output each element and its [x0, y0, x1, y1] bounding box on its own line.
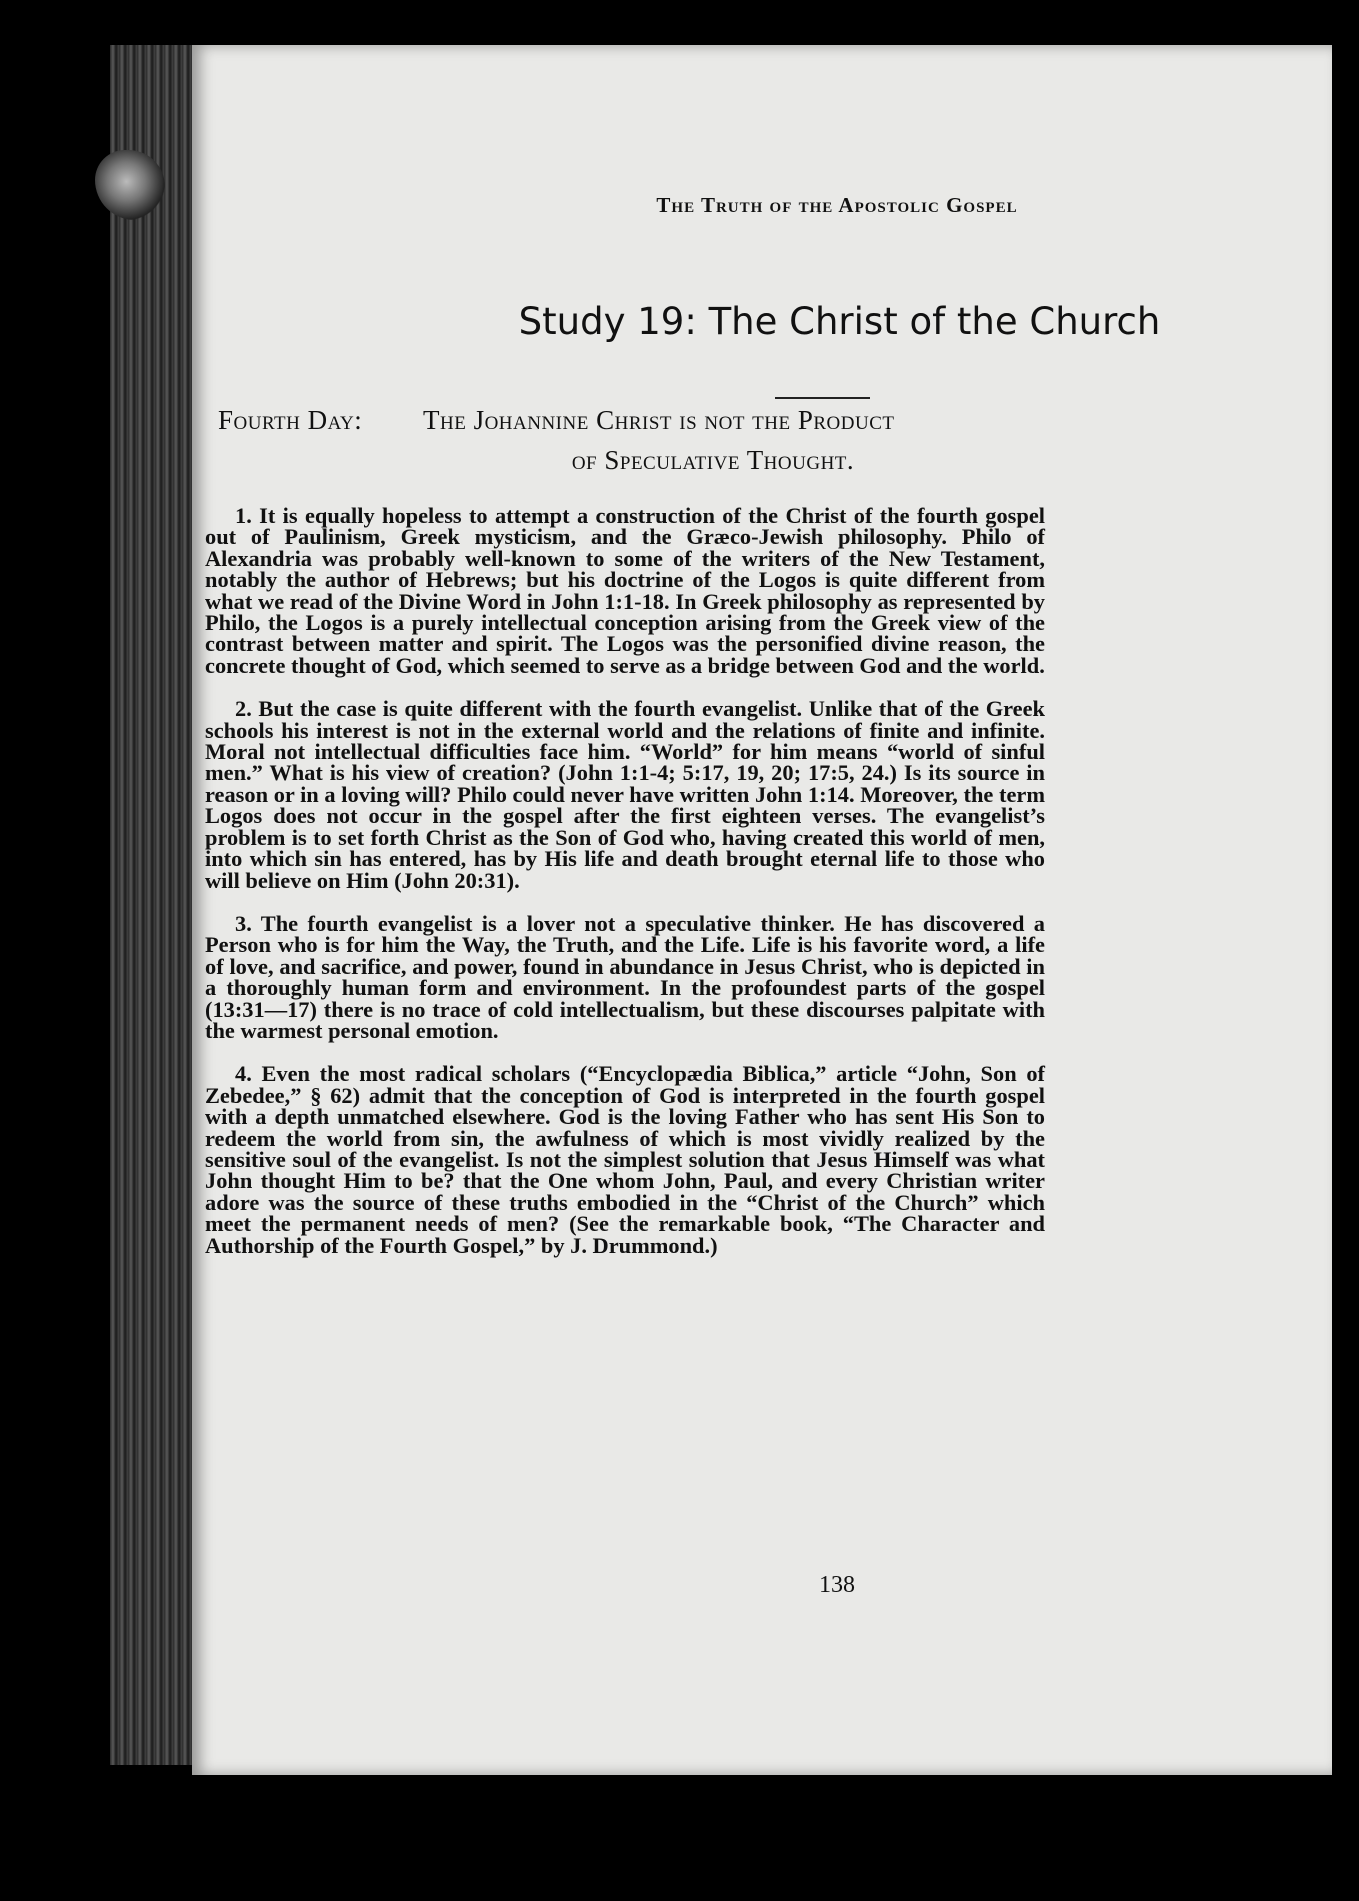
paragraph-3: 3. The fourth evangelist is a lover not a speculative thinker. He has discovered a Person who is for him the Way, the Truth, and the Life. Life is his favorite word, a life of love, and sacrifice, and power, found in abundance in Jesus Christ, who is depicted in a thoroughly human form and environment. In the profoundest parts of the gospel (13:31—17) there is no trace of cold intellectualism, but these discourses palpitate with the warmest personal emotion.: [205, 910, 1045, 1043]
study-title: Study 19: The Christ of the Church: [518, 300, 1161, 343]
paragraph-4: 4. Even the most radical scholars (“Encyclopædia Biblica,” article “John, Son of Zebedee,” § 62) admit that the conception of God is interpreted in the fourth gospel with a depth unmatched elsewhere. God is the loving Father who has sent His Son to redeem the world from sin, the awfulness of which is most vividly realized by the sensitive soul of the evangelist. Is not the simplest solution that Jesus Himself was what John thought Him to be? that the One whom John, Paul, and every Christian writer adore was the source of these truths embodied in the “Christ of the Church” which meet the permanent needs of men? (See the remarkable book, “The Character and Authorship of the Fourth Gospel,” by J. Drummond.): [205, 1061, 1045, 1258]
scan-right-edge: [1335, 80, 1359, 1760]
day-heading-line1: The Johannine Christ is not the Product: [423, 405, 895, 435]
running-head: The Truth of the Apostolic Gospel: [656, 193, 1018, 217]
paragraph-1: 1. It is equally hopeless to attempt a construction of the Christ of the fourth gospel out of Paulinism, Greek mysticism, and the Græco-Jewish philosophy. Philo of Alexandria was probably well-known to some of the writers of the New Testament, notably the author of Hebrews; but his doctrine of the Logos is quite different from what we read of the Divine Word in John 1:1-18. In Greek philosophy as represented by Philo, the Logos is a purely intellectual conception arising from the Greek view of the contrast between matter and spirit. The Logos was the personified divine reason, the concrete thought of God, which seemed to serve as a bridge between God and the world.: [205, 503, 1045, 678]
body-text: [205, 505, 1045, 1278]
title-divider: [775, 397, 870, 399]
ink-blot: [95, 150, 165, 220]
day-heading: [218, 400, 1048, 480]
book-spine-edge: [110, 45, 205, 1765]
page-number: 138: [819, 1572, 855, 1598]
day-label: Fourth Day:: [218, 405, 363, 435]
paragraph-2: 2. But the case is quite different with the fourth evangelist. Unlike that of the Greek schools his interest is not in the external world and the relations of finite and infinite. Moral not intellectual difficulties face him. “World” for him means “world of sinful men.” What is his view of creation? (John 1:1-4; 5:17, 19, 20; 17:5, 24.) Is its source in reason or in a loving will? Philo could never have written John 1:14. Moreover, the term Logos does not occur in the gospel after the first eighteen verses. The evangelist’s problem is to set forth Christ as the Son of God who, having created this world of men, into which sin has entered, has by His life and death brought eternal life to those who will believe on Him (John 20:31).: [205, 696, 1045, 893]
day-heading-line2: of Speculative Thought.: [571, 445, 855, 475]
